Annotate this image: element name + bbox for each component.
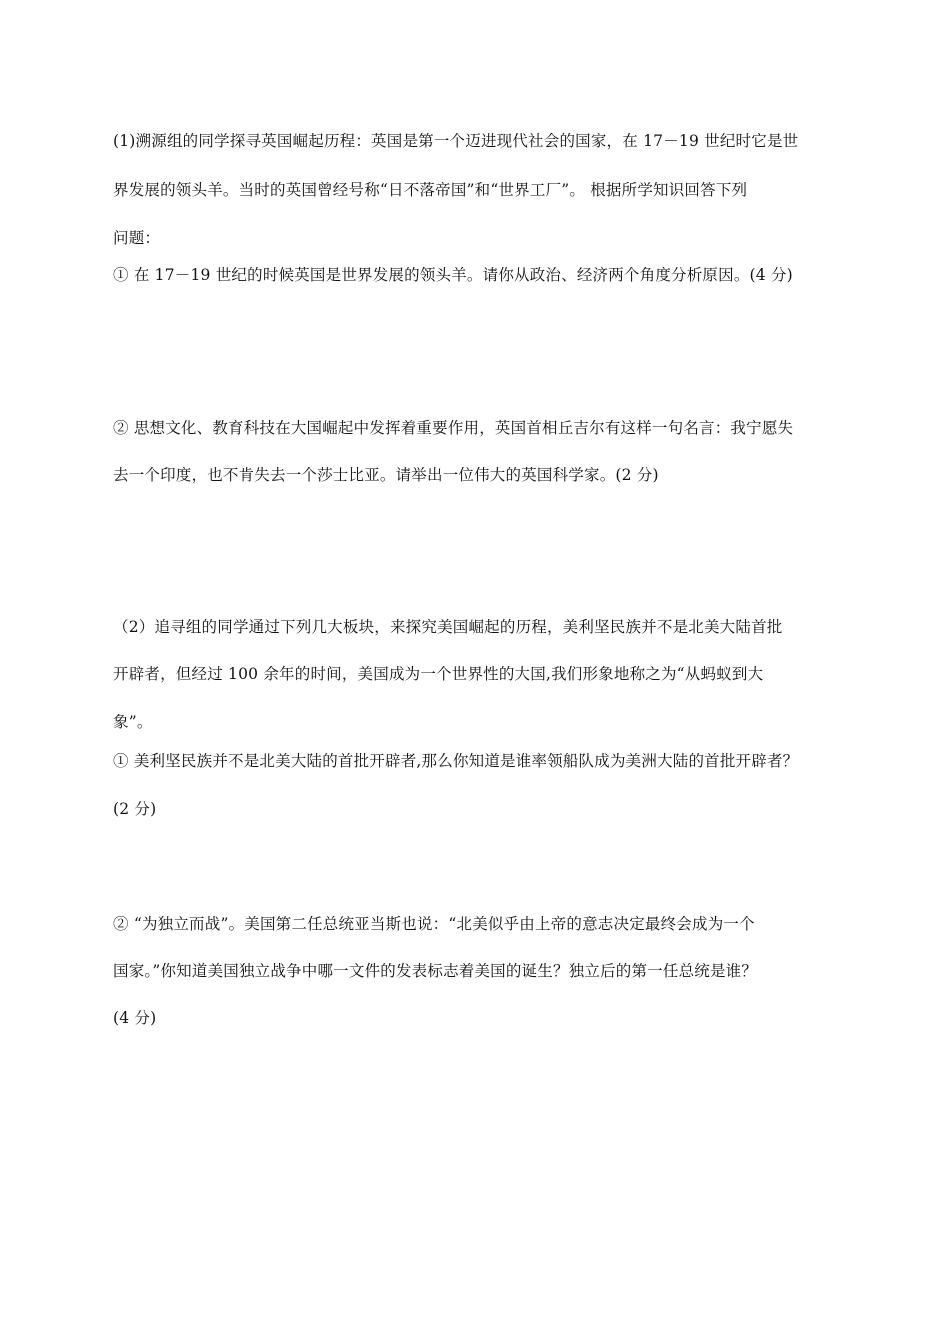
section2-intro-line-2: 开辟者，但经过 100 余年的时间，美国成为一个世界性的大国,我们形象地称之为“从蚂蚁到大 xyxy=(113,665,764,683)
section2-question-1-line-2: (2 分) xyxy=(113,800,157,818)
section2-question-1-line-1: ① 美利坚民族并不是北美大陆的首批开辟者,那么你知道是谁率领船队成为美洲大陆的首批开辟者？ xyxy=(113,752,799,770)
section2-question-2-line-3: (4 分) xyxy=(113,1009,157,1027)
section1-intro-line-1: (1)溯源组的同学探寻英国崛起历程：英国是第一个迈进现代社会的国家，在 17－19 世纪时它是世 xyxy=(113,132,799,150)
section1-intro-line-2: 界发展的领头羊。当时的英国曾经号称“日不落帝国”和“世界工厂”。 根据所学知识回答下列 xyxy=(113,181,748,199)
section1-question-2-line-1: ② 思想文化、教育科技在大国崛起中发挥着重要作用，英国首相丘吉尔有这样一句名言：我宁愿失 xyxy=(113,419,794,437)
section1-question-2-line-2: 去一个印度，也不肯失去一个莎士比亚。请举出一位伟大的英国科学家。(2 分) xyxy=(113,466,659,484)
section1-intro-line-3: 问题： xyxy=(113,229,161,247)
section2-intro-line-1: （2）追寻组的同学通过下列几大板块，来探究美国崛起的历程，美利坚民族并不是北美大陆首批 xyxy=(113,618,783,636)
section2-question-2-line-1: ② “为独立而战”。美国第二任总统亚当斯也说：“北美似乎由上帝的意志决定最终会成为一个 xyxy=(113,915,755,933)
section1-question-1: ① 在 17－19 世纪的时候英国是世界发展的领头羊。请你从政治、经济两个角度分析原因。(4 分) xyxy=(113,266,793,284)
section2-intro-line-3: 象”。 xyxy=(113,713,153,731)
section2-question-2-line-2: 国家。”你知道美国独立战争中哪一文件的发表标志着美国的诞生？独立后的第一任总统是谁？ xyxy=(113,962,758,980)
